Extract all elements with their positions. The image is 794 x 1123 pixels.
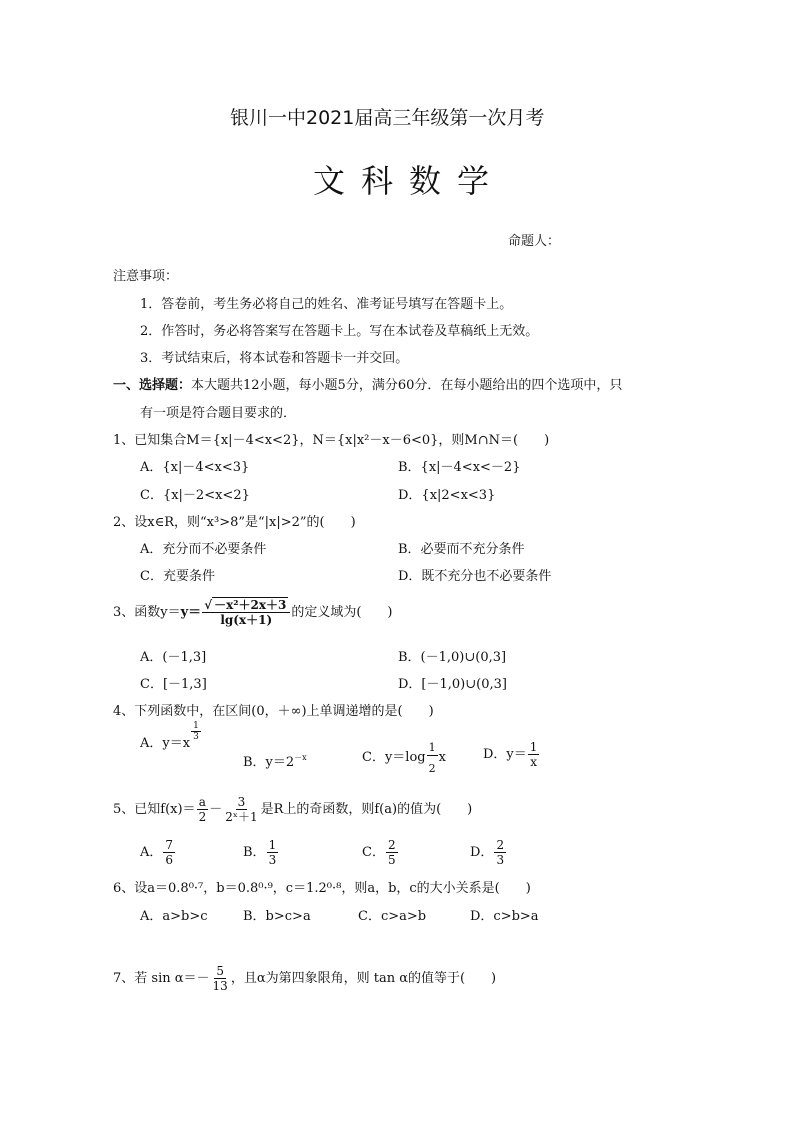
q5-prefix: 5、已知f(x)＝ bbox=[113, 801, 196, 817]
q5-a-den: 6 bbox=[165, 853, 174, 867]
question-2-stem: 2、设x∈R，则“x³>8”是“|x|>2”的( ) bbox=[113, 515, 356, 530]
q4-option-b bbox=[243, 749, 307, 772]
q3-option-b: B．(－1,0)∪(0,3] bbox=[398, 650, 507, 665]
q6-option-c: C．c>a>b bbox=[358, 909, 427, 924]
q5-c-num: 2 bbox=[387, 838, 396, 852]
q3-prefix: 3、函数y＝ bbox=[113, 604, 181, 620]
q5-a-label: A． bbox=[140, 844, 163, 860]
note-item: 2．作答时，务必将答案写在答题卡上。写在本试卷及草稿纸上无效。 bbox=[140, 324, 539, 339]
note-item: 1．答卷前，考生务必将自己的姓名、准考证号填写在答题卡上。 bbox=[140, 297, 513, 312]
q5-b-den: 3 bbox=[268, 853, 277, 867]
q3-option-c: C．[－1,3] bbox=[140, 677, 207, 692]
q5-frac-1-num: a bbox=[198, 795, 206, 809]
q6-option-d: D．c>b>a bbox=[470, 909, 539, 924]
question-6-stem: 6、设a＝0.8⁰·⁷，b＝0.8⁰·⁹，c＝1.2⁰·⁸，则a，b，c的大小关系是( ) bbox=[113, 881, 531, 896]
subject-title: 文科数学 bbox=[313, 162, 506, 200]
q4-c-text: C．y＝log bbox=[362, 750, 426, 765]
q4-option-c bbox=[362, 741, 446, 776]
q5-option-a bbox=[140, 838, 176, 867]
q5-option-d bbox=[470, 838, 507, 867]
q4-d-fraction bbox=[528, 740, 540, 769]
q3-y: y＝ bbox=[180, 604, 202, 620]
q7-fraction bbox=[211, 964, 230, 993]
q5-option-c bbox=[362, 838, 399, 867]
q7-den: 13 bbox=[212, 979, 228, 993]
note-item: 3．考试结束后，将本试卷和答题卡一并交回。 bbox=[140, 351, 409, 366]
question-4-stem: 4、下列函数中，在区间(0，＋∞)上单调递增的是( ) bbox=[113, 704, 434, 719]
q2-option-c: C．充要条件 bbox=[140, 569, 215, 584]
q4-a-exp-den: 3 bbox=[193, 732, 199, 742]
q4-d-den: x bbox=[530, 755, 537, 769]
q4-c-base-num: 1 bbox=[428, 741, 436, 754]
q1-option-c: C．{x|－2<x<2} bbox=[140, 488, 250, 503]
q2-option-b: B．必要而不充分条件 bbox=[398, 542, 525, 557]
notes-heading: 注意事项： bbox=[113, 269, 179, 284]
q3-denominator: lg(x＋1) bbox=[220, 613, 273, 627]
q5-c-den: 5 bbox=[387, 853, 396, 867]
q5-c-frac bbox=[386, 838, 398, 867]
q5-d-label: D． bbox=[470, 844, 494, 860]
q4-option-a bbox=[140, 721, 202, 754]
q4-b-exponent: －x bbox=[294, 753, 307, 762]
section-label: 一、选择题： bbox=[113, 378, 192, 393]
q5-frac-1-den: 2 bbox=[198, 810, 207, 824]
q4-c-suffix: x bbox=[438, 750, 446, 765]
q3-fraction bbox=[202, 598, 290, 627]
q2-option-a: A．充分而不必要条件 bbox=[140, 542, 267, 557]
q1-option-d: D．{x|2<x<3} bbox=[398, 488, 496, 503]
q5-minus: － bbox=[209, 801, 223, 817]
q5-frac-2-den: 2ˣ＋1 bbox=[225, 810, 258, 824]
q5-c-label: C． bbox=[362, 844, 385, 860]
q7-prefix: 7、若 sin α＝－ bbox=[113, 970, 210, 986]
q5-d-num: 2 bbox=[496, 838, 505, 852]
q5-b-label: B． bbox=[243, 844, 266, 860]
q5-b-num: 1 bbox=[268, 838, 277, 852]
section-heading bbox=[113, 377, 622, 395]
q5-d-den: 3 bbox=[496, 853, 505, 867]
q6-option-a: A．a>b>c bbox=[140, 909, 208, 924]
q1-option-a: A．{x|－4<x<3} bbox=[140, 460, 250, 475]
q4-a-text: A．y＝x bbox=[140, 735, 191, 751]
q5-frac-2-num: 3 bbox=[237, 795, 246, 809]
question-5-stem bbox=[113, 795, 472, 824]
q4-c-base bbox=[427, 741, 438, 776]
section-instructions: 本大题共12小题，每小题5分，满分60分．在每小题给出的四个选项中，只 bbox=[191, 378, 623, 393]
q3-option-d: D．[－1,0)∪(0,3] bbox=[398, 677, 507, 692]
q5-b-frac bbox=[267, 838, 279, 867]
q6-option-b: B．b>c>a bbox=[243, 909, 311, 924]
q5-d-frac bbox=[494, 838, 506, 867]
q3-numerator: √ －x²＋2x＋3 bbox=[202, 598, 290, 613]
q3-option-a: A．(－1,3] bbox=[140, 650, 207, 665]
q3-radicand: －x²＋2x＋3 bbox=[214, 598, 287, 612]
q1-option-b: B．{x|－4<x<－2} bbox=[398, 460, 521, 475]
q2-option-d: D．既不充分也不必要条件 bbox=[398, 569, 552, 584]
question-1-stem: 1、已知集合M＝{x|－4<x<2}，N＝{x|x²－x－6<0}，则M∩N＝( ) bbox=[113, 433, 550, 448]
q4-a-exponent bbox=[191, 721, 201, 742]
q4-b-text: B．y＝2 bbox=[243, 755, 295, 770]
q4-d-text: D．y＝ bbox=[483, 746, 527, 762]
q5-a-num: 7 bbox=[165, 838, 174, 852]
q4-a-exp-num: 1 bbox=[193, 721, 199, 731]
q7-num: 5 bbox=[216, 964, 224, 978]
q5-option-b bbox=[243, 838, 279, 867]
question-7-stem bbox=[113, 964, 496, 993]
q7-suffix: ，且α为第四象限角，则 tan α的值等于( ) bbox=[230, 970, 497, 986]
question-3-stem bbox=[113, 598, 393, 627]
section-instructions-cont: 有一项是符合题目要求的． bbox=[140, 406, 297, 421]
q4-d-num: 1 bbox=[529, 740, 538, 754]
q3-suffix: 的定义域为( ) bbox=[291, 604, 393, 620]
exam-title: 银川一中2021届高三年级第一次月考 bbox=[230, 107, 545, 129]
q4-c-base-den: 2 bbox=[428, 762, 436, 775]
q5-frac-2 bbox=[223, 795, 259, 824]
q5-frac-1 bbox=[197, 795, 209, 824]
q5-suffix: 是R上的奇函数，则f(a)的值为( ) bbox=[260, 801, 473, 817]
author-label: 命题人： bbox=[508, 234, 561, 249]
q4-option-d bbox=[483, 740, 540, 769]
q5-a-frac bbox=[163, 838, 175, 867]
